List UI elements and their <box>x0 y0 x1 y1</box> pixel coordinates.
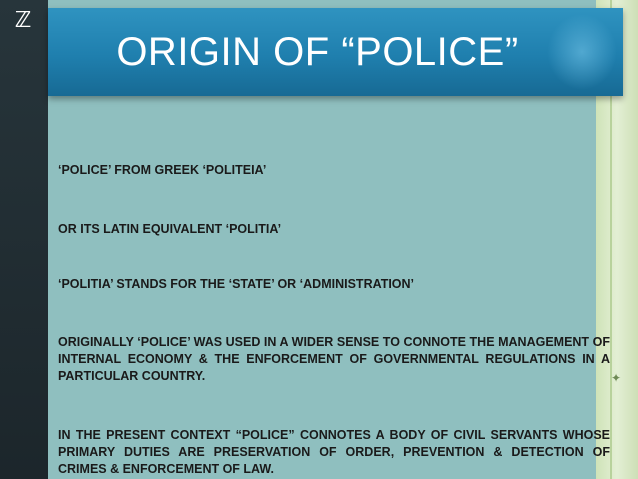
bullet-point: ‘POLICE’ FROM GREEK ‘POLITEIA’ <box>58 163 267 177</box>
bullet-point: OR ITS LATIN EQUIVALENT ‘POLITIA’ <box>58 222 282 236</box>
logo-icon: ℤ <box>14 8 32 33</box>
sparkle-icon: ✦ <box>610 371 622 385</box>
slide-title: ORIGIN OF “POLICE” <box>116 30 519 74</box>
bullet-point: ORIGINALLY ‘POLICE’ WAS USED IN A WIDER SENSE TO CONNOTE THE MANAGEMENT OF INTERNAL ECONOMY & THE ENFORCEMENT OF GOVERNMENTAL REGULATIONS IN A PARTICULAR COUNTRY. <box>58 335 610 383</box>
bullet-point: ‘POLITIA’ STANDS FOR THE ‘STATE’ OR ‘ADMINISTRATION’ <box>58 277 415 291</box>
bullet-point: IN THE PRESENT CONTEXT “POLICE” CONNOTES A BODY OF CIVIL SERVANTS WHOSE PRIMARY DUTIES ARE PRESERVATION OF ORDER, PREVENTION & DETECTION OF CRIMES & ENFORCEMENT OF LAW. <box>58 428 610 476</box>
title-banner <box>48 8 623 96</box>
